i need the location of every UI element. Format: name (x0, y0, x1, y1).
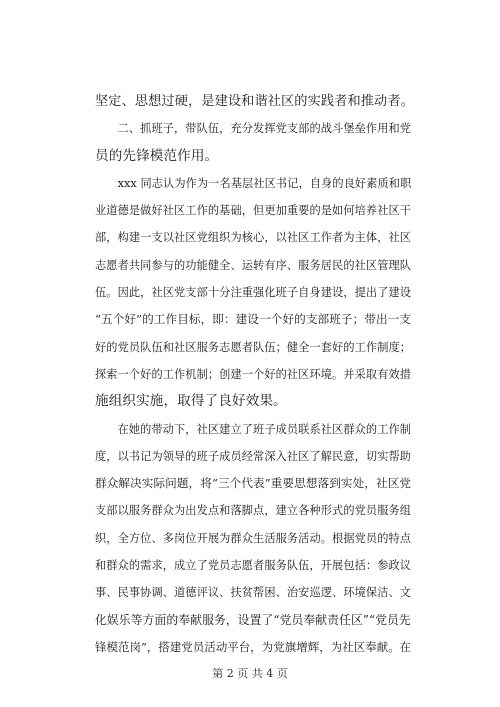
text-line: 事、民事协调、道德评议、扶贫帮困、治安巡逻、环境保洁、文 (95, 586, 412, 600)
text-line: 支部以服务群众为出发点和落脚点，建立各种形式的党员服务组 (95, 504, 412, 518)
text-line: 二、抓班子，带队伍，充分发挥党支部的战斗堡垒作用和党 (95, 122, 412, 136)
text-line: 在她的带动下，社区建立了班子成员联系社区群众的工作制 (95, 422, 412, 436)
text-line: 业道德是做好社区工作的基础，但更加重要的是如何培养社区干 (95, 204, 412, 218)
text-line: 好的党员队伍和社区服务志愿者队伍；健全一套好的工作制度； (95, 340, 412, 354)
text-line: 度，以书记为领导的班子成员经常深入社区了解民意，切实帮助 (95, 449, 412, 463)
text-line: 部，构建一支以社区党组织为核心，以社区工作者为主体，社区 (95, 231, 412, 245)
text-line: 织，全方位、多岗位开展为群众生活服务活动。根据党员的特点 (95, 531, 412, 545)
text-line: 坚定、思想过硬，是建设和谐社区的实践者和推动者。 (95, 94, 414, 109)
text-line: 员的先锋模范作用。 (95, 147, 219, 164)
text-line: 和群众的需求，成立了党员志愿者服务队伍，开展包括：参政议 (95, 559, 412, 573)
text-line: 志愿者共同参与的功能健全、运转有序、服务居民的社区管理队 (95, 258, 412, 272)
text-line: 化娱乐等方面的奉献服务，设置了“党员奉献责任区”“党员先 (95, 612, 411, 627)
text-line: “五个好”的工作目标，即：建设一个好的支部班子；带出一支 (95, 312, 412, 327)
text-line: 群众解决实际问题，将“三个代表”重要思想落到实处，社区党 (95, 476, 412, 491)
text-line: 探索一个好的工作机制；创建一个好的社区环境。并采取有效措 (95, 367, 412, 381)
text-line: 锋模范岗”，搭建党员活动平台，为党旗增辉，为社区奉献。在 (95, 639, 412, 654)
page-footer: 第 2 页 共 4 页 (212, 667, 288, 680)
text-line: xxx 同志认为作为一名基层社区书记，自身的良好素质和职 (95, 176, 412, 190)
text-line: 施组织实施，取得了良好效果。 (95, 393, 287, 410)
document-body (95, 88, 415, 661)
text-line: 伍。因此，社区党支部十分注重强化班子自身建设，提出了建设 (95, 286, 412, 300)
